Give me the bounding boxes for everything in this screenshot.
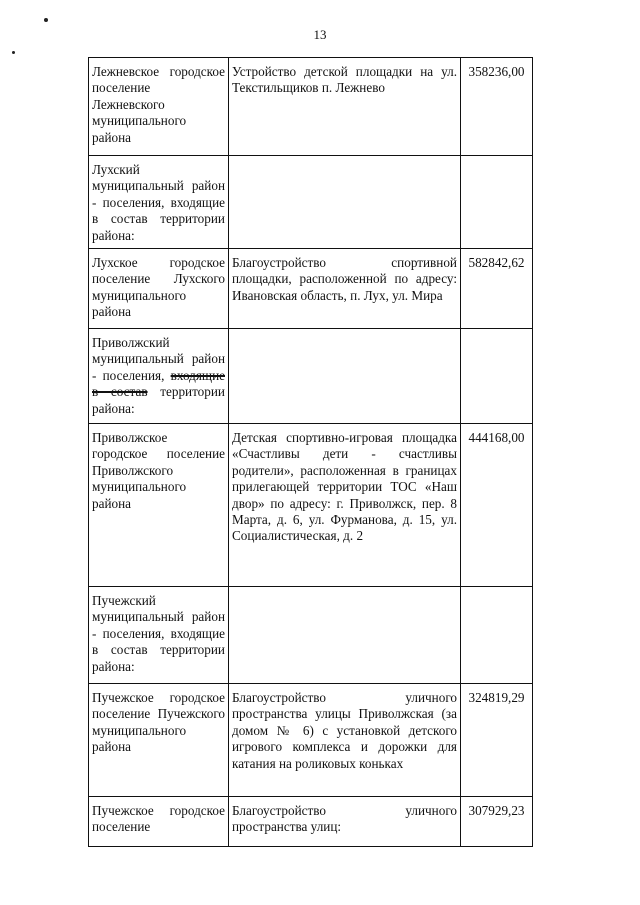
table-row bbox=[89, 424, 533, 587]
description-cell: Благоустройство уличного пространства улицы Приволжская (за домом № 6) с установкой детского игрового комплекса и дорожки для катания на роликовых коньках bbox=[229, 684, 461, 797]
allocation-table bbox=[88, 57, 533, 847]
description-cell bbox=[229, 587, 461, 684]
table-row bbox=[89, 587, 533, 684]
subject-cell bbox=[89, 329, 229, 424]
subject-text: Приволжский муниципальный район - поселения, bbox=[92, 335, 225, 383]
description-cell bbox=[229, 156, 461, 249]
description-cell: Детская спортивно-игровая площадка «Счастливы дети - счастливы родители», расположенная в границах прилегающей территории ТОС «Наш двор» по адресу: г. Приволжск, пер. 8 Марта, д. 6, ул. Фурманова, д. 15, ул. Социалистическая, д. 2 bbox=[229, 424, 461, 587]
description-cell bbox=[229, 329, 461, 424]
subject-cell: Пучежский муниципальный район - поселения, входящие в состав территории района: bbox=[89, 587, 229, 684]
subject-cell: Приволжское городское поселение Приволжского муниципального района bbox=[89, 424, 229, 587]
scan-speck bbox=[12, 51, 15, 54]
amount-cell: 582842,62 bbox=[461, 249, 533, 329]
table-row bbox=[89, 58, 533, 156]
amount-cell: 307929,23 bbox=[461, 797, 533, 847]
struck-text: входящие в состав bbox=[92, 367, 225, 400]
subject-cell: Лухский муниципальный район - поселения, входящие в состав территории района: bbox=[89, 156, 229, 249]
subject-cell: Пучежское городское поселение Пучежского муниципального района bbox=[89, 684, 229, 797]
subject-text: территории района: bbox=[92, 384, 225, 416]
amount-cell bbox=[461, 156, 533, 249]
page-number: 13 bbox=[313, 27, 327, 42]
description-cell: Устройство детской площадки на ул. Текстильщиков п. Лежнево bbox=[229, 58, 461, 156]
table-row bbox=[89, 156, 533, 249]
description-cell: Благоустройство спортивной площадки, расположенной по адресу: Ивановская область, п. Лух, ул. Мира bbox=[229, 249, 461, 329]
subject-cell: Пучежское городское поселение bbox=[89, 797, 229, 847]
scan-speck bbox=[44, 18, 48, 22]
subject-cell: Лежневское городское поселение Лежневского муниципального района bbox=[89, 58, 229, 156]
amount-cell: 444168,00 bbox=[461, 424, 533, 587]
amount-cell: 358236,00 bbox=[461, 58, 533, 156]
table-row bbox=[89, 329, 533, 424]
table-row bbox=[89, 797, 533, 847]
subject-cell: Лухское городское поселение Лухского муниципального района bbox=[89, 249, 229, 329]
amount-cell: 324819,29 bbox=[461, 684, 533, 797]
amount-cell bbox=[461, 587, 533, 684]
amount-cell bbox=[461, 329, 533, 424]
table-row bbox=[89, 249, 533, 329]
table-row bbox=[89, 684, 533, 797]
description-cell: Благоустройство уличного пространства улиц: bbox=[229, 797, 461, 847]
